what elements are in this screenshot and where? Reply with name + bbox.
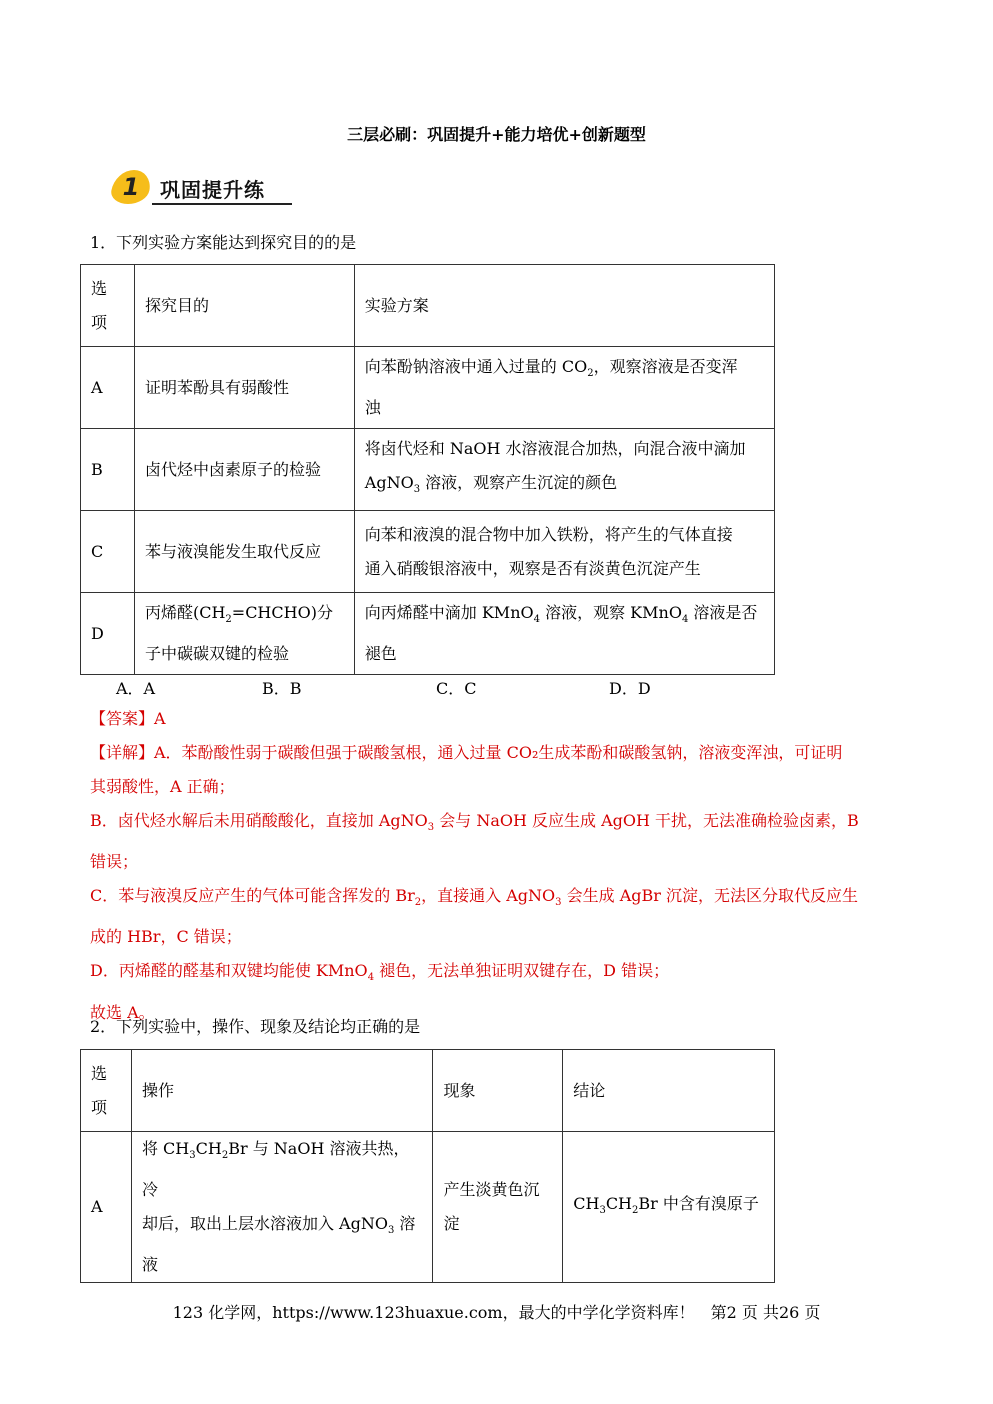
goal-text: 子中碳碳双键的检验	[144, 644, 289, 664]
explanation-line: 成的 HBr，C 错误；	[90, 927, 242, 947]
row-conclusion	[563, 1132, 775, 1283]
row-goal: 苯与液溴能发生取代反应	[134, 511, 354, 593]
section-banner	[112, 167, 292, 207]
operation-subscript: 2	[221, 1150, 229, 1162]
document-title: 三层必刷：巩固提升+能力培优+创新题型	[347, 125, 646, 144]
header-option-line1: 选	[91, 1063, 108, 1083]
header-option-line2: 项	[91, 312, 108, 332]
header-phenomenon: 现象	[433, 1050, 563, 1132]
table-row	[81, 511, 775, 593]
explanation-subscript: 2	[414, 897, 422, 909]
row-option: B	[81, 429, 135, 511]
plan-text: AgNO	[364, 472, 414, 492]
row-plan	[354, 429, 774, 511]
table-header-row	[81, 265, 775, 347]
conclusion-text: CH	[605, 1193, 633, 1213]
phenomenon-text: 淀	[443, 1214, 460, 1234]
header-operation: 操作	[131, 1050, 433, 1132]
conclusion-text: Br 中含有溴原子	[638, 1193, 759, 1213]
phenomenon-text: 产生淡黄色沉	[443, 1180, 540, 1200]
choice-a: A．A	[116, 679, 156, 698]
operation-text: CH	[195, 1139, 222, 1158]
explanation-text: ，直接通入 AgNO	[421, 886, 556, 906]
row-option: D	[81, 593, 135, 675]
plan-text: 浊	[364, 398, 381, 418]
explanation-line: 故选 A。	[90, 1002, 155, 1022]
choice-c: C．C	[436, 679, 477, 698]
banner-underline	[152, 203, 292, 205]
question-2-table	[80, 1049, 775, 1283]
operation-subscript: 3	[189, 1150, 196, 1162]
conclusion-subscript: 3	[599, 1204, 606, 1216]
section-number: 1	[122, 173, 140, 201]
goal-text: =CHCHO)分	[231, 602, 333, 622]
header-option-line1: 选	[91, 278, 108, 298]
explanation	[90, 736, 910, 1030]
answer-line: 【答案】A	[90, 709, 166, 728]
row-goal	[134, 593, 354, 675]
section-label: 巩固提升练	[160, 178, 265, 202]
plan-text: 溶液，观察 KMnO	[540, 602, 682, 622]
conclusion-text: CH	[573, 1193, 600, 1213]
row-operation	[131, 1132, 433, 1283]
plan-text: ，观察溶液是否变浑	[593, 356, 738, 376]
header-plan: 实验方案	[354, 265, 774, 347]
plan-text: 溶液，观察产生沉淀的颜色	[420, 472, 618, 492]
operation-subscript: 3	[387, 1225, 395, 1237]
row-phenomenon	[433, 1132, 563, 1283]
table-row	[81, 429, 775, 511]
plan-text: 褪色	[364, 644, 397, 664]
explanation-subscript: 4	[367, 972, 375, 984]
operation-text: 溶	[394, 1214, 416, 1234]
plan-subscript: 4	[533, 614, 540, 626]
explanation-text: 会与 NaOH 反应生成 AgOH 干扰，无法准确检验卤素，B	[434, 811, 859, 830]
explanation-text: C．苯与液溴反应产生的气体可能含挥发的 Br	[90, 886, 415, 906]
row-option: A	[81, 347, 135, 429]
page-footer: 123 化学网，https://www.123huaxue.com，最大的中学化学资料库！ 第2 页 共26 页	[172, 1303, 821, 1322]
table-row	[81, 1132, 775, 1283]
row-plan	[354, 593, 774, 675]
explanation-line: 错误；	[90, 852, 139, 872]
explanation-subscript: 3	[555, 897, 562, 909]
table-row	[81, 593, 775, 675]
header-conclusion: 结论	[563, 1050, 775, 1132]
plan-text: 通入硝酸银溶液中，观察是否有淡黄色沉淀产生	[364, 558, 701, 578]
explanation-subscript: 3	[427, 822, 435, 834]
header-goal: 探究目的	[134, 265, 354, 347]
plan-subscript: 4	[681, 614, 689, 626]
choice-b: B．B	[262, 679, 302, 698]
operation-text: 却后，取出上层水溶液加入 AgNO	[141, 1214, 388, 1234]
conclusion-subscript: 2	[632, 1204, 639, 1216]
question-2-stem: 2．下列实验中，操作、现象及结论均正确的是	[90, 1017, 421, 1036]
explanation-text: D．丙烯醛的醛基和双键均能使 KMnO	[90, 961, 368, 981]
explanation-text: 褪色，无法单独证明双键存在，D 错误；	[374, 961, 670, 981]
row-option: A	[81, 1132, 132, 1283]
operation-text: Br 与 NaOH 溶液共热，冷	[141, 1139, 410, 1200]
choice-d: D．D	[609, 679, 651, 698]
plan-subscript: 2	[587, 368, 594, 380]
table-row	[81, 347, 775, 429]
table-header-row	[81, 1050, 775, 1132]
explanation-line: 【详解】A．苯酚酸性弱于碳酸但强于碳酸氢根，通入过量 CO₂生成苯酚和碳酸氢钠，溶液变浑浊，可证明	[90, 743, 843, 762]
explanation-text: B．卤代烃水解后未用硝酸酸化，直接加 AgNO	[90, 811, 428, 830]
explanation-line: 其弱酸性，A 正确；	[90, 777, 235, 796]
goal-text: 丙烯醛(CH	[144, 602, 226, 622]
operation-text: 将 CH	[141, 1139, 190, 1158]
row-option: C	[81, 511, 135, 593]
row-plan	[354, 511, 774, 593]
plan-subscript: 3	[413, 484, 421, 496]
header-option-line2: 项	[91, 1097, 108, 1117]
row-goal: 卤代烃中卤素原子的检验	[134, 429, 354, 511]
plan-text: 向丙烯醛中滴加 KMnO	[364, 602, 534, 622]
row-plan	[354, 347, 774, 429]
plan-text: 将卤代烃和 NaOH 水溶液混合加热，向混合液中滴加	[364, 438, 746, 458]
plan-text: 向苯酚钠溶液中通入过量的 CO	[364, 356, 588, 376]
section-number-badge	[109, 170, 153, 204]
header-option	[81, 265, 135, 347]
operation-text: 液	[141, 1255, 158, 1275]
explanation-text: 会生成 AgBr 沉淀，无法区分取代反应生	[561, 886, 858, 906]
goal-subscript: 2	[225, 614, 232, 626]
question-1-stem: 1．下列实验方案能达到探究目的的是	[90, 233, 357, 252]
header-option	[81, 1050, 132, 1132]
plan-text: 溶液是否	[688, 602, 758, 622]
row-goal: 证明苯酚具有弱酸性	[134, 347, 354, 429]
plan-text: 向苯和液溴的混合物中加入铁粉，将产生的气体直接	[364, 524, 733, 544]
question-1-table	[80, 264, 775, 675]
